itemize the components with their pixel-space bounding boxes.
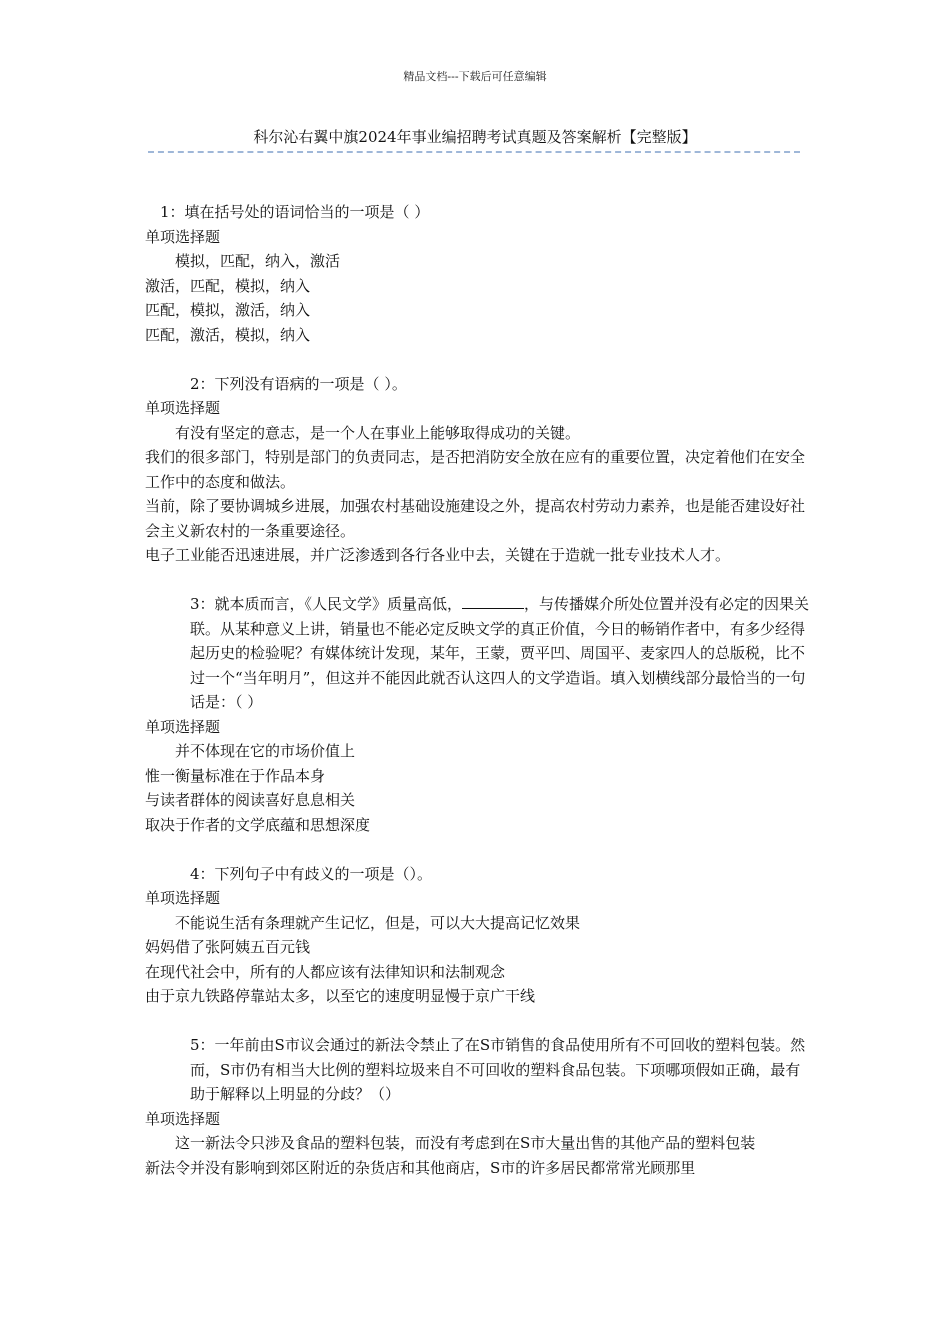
title-divider bbox=[148, 151, 800, 153]
option-c: 匹配，模拟，激活，纳入 bbox=[145, 301, 311, 319]
option-b: 激活，匹配，模拟，纳入 bbox=[145, 276, 311, 295]
question-4 bbox=[145, 862, 810, 1009]
question-text-after: ，与传播媒介所处位置并没有必定的因果关联。从某种意义上讲，销量也不能必定反映文学的真正价值，今日的畅销作者中，有多少经得起历史的检验呢？有媒体统计发现，某年，王蒙，贾平凹、周国平、麦家四人的总版税，比不过一个“当年明月”，但这并不能因此就否认这四人的文学造诣。填入划横线部分最恰当的一句话是：（ ） bbox=[190, 595, 810, 711]
fill-blank-line bbox=[462, 594, 524, 609]
option-c: 在现代社会中，所有的人都应该有法律知识和法制观念 bbox=[145, 962, 506, 981]
option-a: 有没有坚定的意志，是一个人在事业上能够取得成功的关键。 bbox=[175, 423, 581, 442]
option-c: 与读者群体的阅读喜好息息相关 bbox=[145, 791, 356, 809]
option-a: 模拟，匹配，纳入，激活 bbox=[175, 252, 341, 270]
page-header-note: 精品文档---下载后可任意编辑 bbox=[403, 70, 547, 83]
option-a: 这一新法令只涉及食品的塑料包装，而没有考虑到在S市大量出售的其他产品的塑料包装 bbox=[175, 1134, 756, 1152]
question-text: 5：一年前由S市议会通过的新法令禁止了在S市销售的食品使用所有不可回收的塑料包装。然而，S市仍有相当大比例的塑料垃圾来自不可回收的塑料食品包装。下项哪项假如正确，最有助于解释以上明显的分歧？（） bbox=[190, 1036, 806, 1103]
option-c: 当前，除了要协调城乡进展，加强农村基础设施建设之外，提高农村劳动力素养，也是能否建设好社会主义新农村的一条重要途径。 bbox=[145, 497, 806, 540]
question-type: 单项选择题 bbox=[145, 1109, 221, 1128]
option-a: 并不体现在它的市场价值上 bbox=[175, 742, 356, 760]
option-b: 妈妈借了张阿姨五百元钱 bbox=[145, 938, 311, 956]
question-2 bbox=[145, 372, 810, 568]
option-d: 由于京九铁路停靠站太多，以至它的速度明显慢于京广干线 bbox=[145, 987, 536, 1005]
document-body bbox=[145, 200, 810, 1205]
question-type: 单项选择题 bbox=[145, 889, 221, 907]
question-text bbox=[145, 592, 810, 715]
question-type: 单项选择题 bbox=[145, 717, 221, 736]
option-d: 匹配，激活，模拟，纳入 bbox=[145, 325, 311, 344]
question-3 bbox=[145, 592, 810, 837]
option-a: 不能说生活有条理就产生记忆，但是，可以大大提高记忆效果 bbox=[175, 913, 581, 932]
question-text: 4：下列句子中有歧义的一项是（）。 bbox=[190, 864, 433, 883]
question-text: 1：填在括号处的语词恰当的一项是（ ） bbox=[160, 203, 430, 221]
question-text-before: 3：就本质而言，《人民文学》质量高低， bbox=[190, 595, 463, 613]
question-type: 单项选择题 bbox=[145, 399, 221, 417]
question-text: 2：下列没有语病的一项是（ ）。 bbox=[190, 374, 407, 393]
question-1 bbox=[145, 200, 810, 347]
option-d: 电子工业能否迅速进展，并广泛渗透到各行各业中去，关键在于造就一批专业技术人才。 bbox=[145, 546, 731, 564]
option-b: 新法令并没有影响到郊区附近的杂货店和其他商店，S市的许多居民都常常光顾那里 bbox=[145, 1158, 696, 1177]
option-b: 惟一衡量标准在于作品本身 bbox=[145, 766, 326, 785]
question-5 bbox=[145, 1033, 810, 1180]
question-type: 单项选择题 bbox=[145, 227, 221, 246]
option-d: 取决于作者的文学底蕴和思想深度 bbox=[145, 815, 371, 834]
document-title: 科尔沁右翼中旗2024年事业编招聘考试真题及答案解析【完整版】 bbox=[253, 128, 697, 146]
option-b: 我们的很多部门，特别是部门的负责同志，是否把消防安全放在应有的重要位置，决定着他们在安全工作中的态度和做法。 bbox=[145, 448, 806, 491]
